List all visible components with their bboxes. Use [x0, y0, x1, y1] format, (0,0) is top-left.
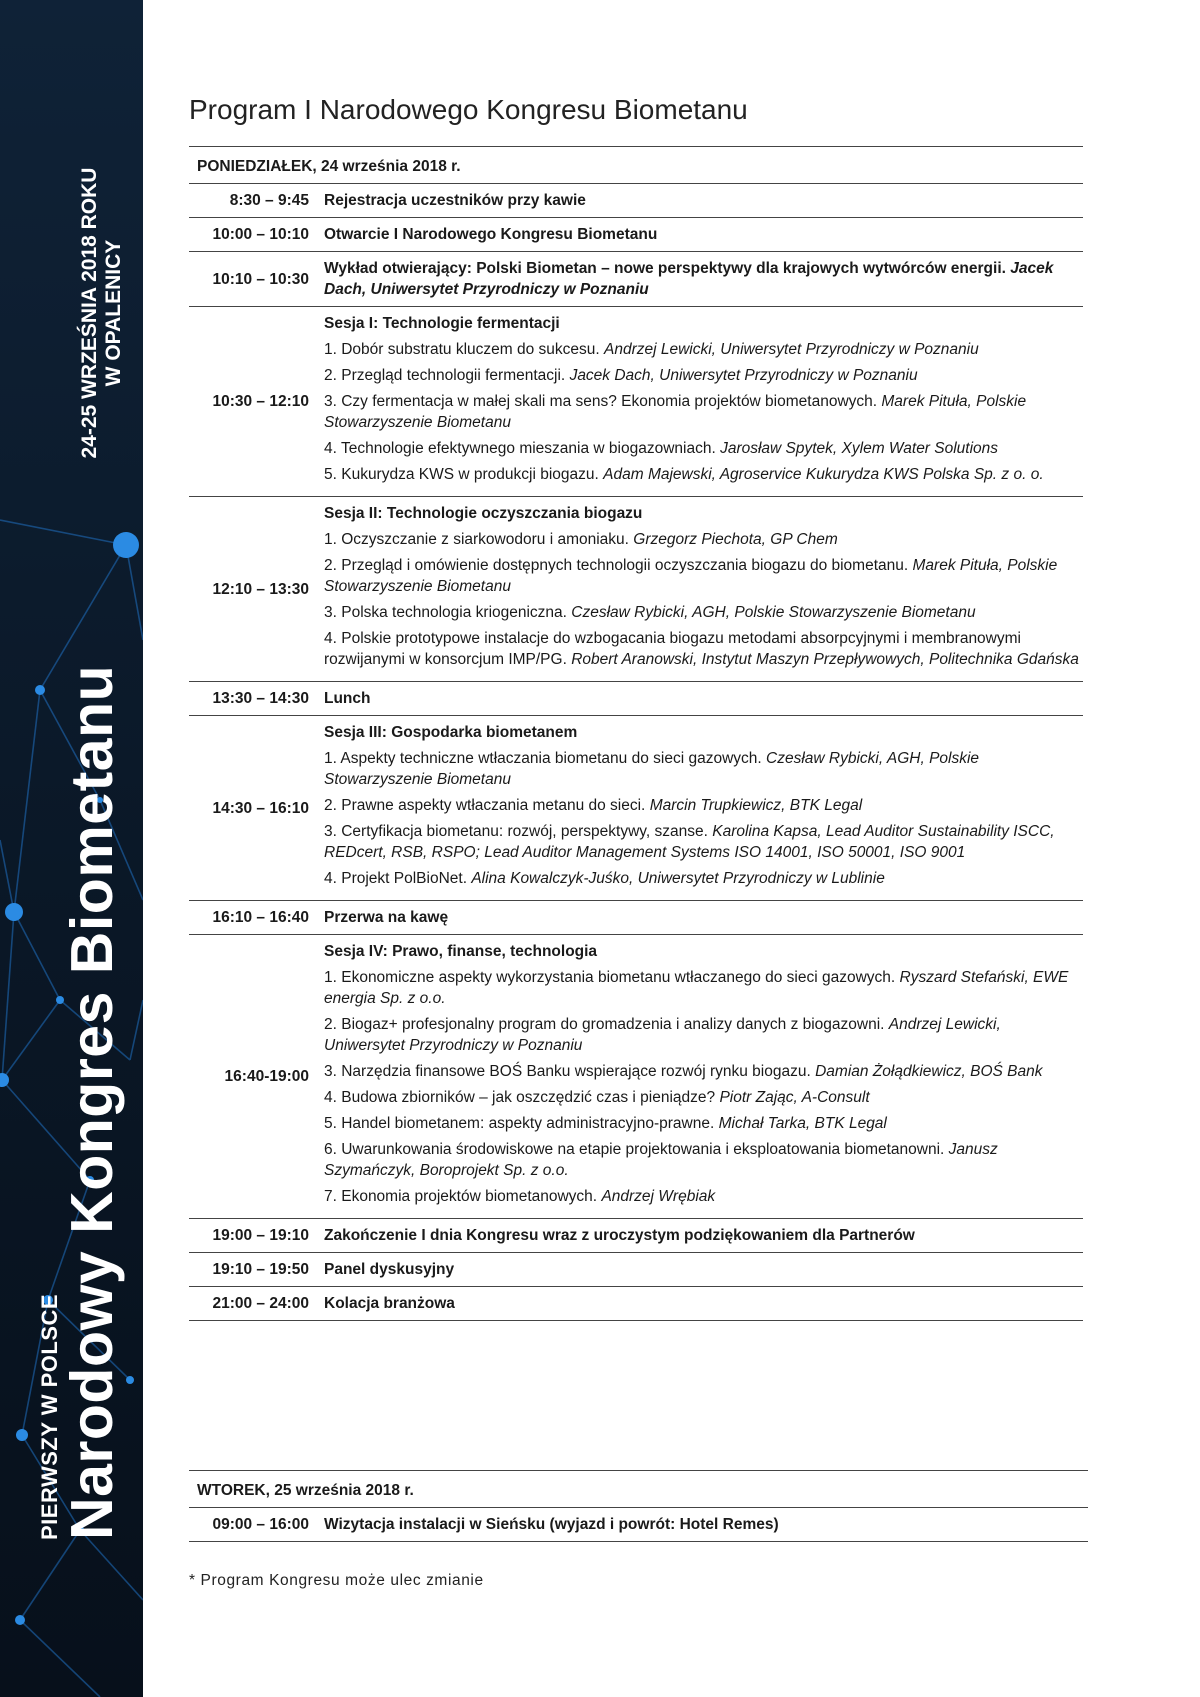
- talk-item: [324, 748, 1083, 790]
- session-title: Sesja II: Technologie oczyszczania biogazu: [324, 505, 643, 522]
- side-banner: [0, 0, 143, 1697]
- talk-speaker: Janusz Szymańczyk, Boroprojekt Sp. z o.o.: [324, 1141, 998, 1179]
- agenda-title: Wykład otwierający: Polski Biometan – nowe perspektywy dla krajowych wytwórców energii.: [324, 260, 1006, 277]
- agenda-title: Lunch: [324, 690, 371, 707]
- schedule-monday: [189, 146, 1083, 1321]
- talk-item: [324, 438, 1083, 459]
- talk-speaker: Andrzej Wrębiak: [601, 1188, 716, 1205]
- talk-title: 1. Dobór substratu kluczem do sukcesu.: [324, 341, 600, 358]
- talk-item: [324, 339, 1083, 360]
- talk-item: [324, 1139, 1083, 1181]
- talk-item: [324, 365, 1083, 386]
- agenda-title: Zakończenie I dnia Kongresu wraz z uroczystym podziękowaniem dla Partnerów: [324, 1227, 915, 1244]
- page-title: Program I Narodowego Kongresu Biometanu: [189, 94, 748, 125]
- talk-title: 5. Kukurydza KWS w produkcji biogazu.: [324, 466, 599, 483]
- talk-title: 3. Polska technologia kriogeniczna.: [324, 604, 567, 621]
- agenda-item: [324, 941, 1083, 1212]
- talk-title: 1. Aspekty techniczne wtłaczania biometanu do sieci gazowych.: [324, 750, 762, 767]
- session-title: Sesja III: Gospodarka biometanem: [324, 724, 578, 741]
- talk-item: [324, 967, 1083, 1009]
- talk-speaker: Piotr Zając, A-Consult: [719, 1089, 870, 1106]
- talk-speaker: Robert Aranowski, Instytut Maszyn Przepływowych, Politechnika Gdańska: [571, 651, 1079, 668]
- talk-title: 4. Technologie efektywnego mieszania w biogazowniach.: [324, 440, 716, 457]
- agenda-title: Wizytacja instalacji w Sieńsku (wyjazd i powrót: Hotel Remes): [324, 1516, 779, 1533]
- talk-title: 1. Oczyszczanie z siarkowodoru i amoniaku.: [324, 531, 629, 548]
- agenda-item: [324, 1259, 1083, 1280]
- talk-item: [324, 868, 1083, 889]
- schedule-row: [189, 715, 1083, 900]
- agenda-item: [324, 688, 1083, 709]
- talk-speaker: Karolina Kapsa, Lead Auditor Sustainability ISCC, REDcert, RSB, RSPO; Lead Auditor Management Systems ISO 14001, ISO 50001, ISO 9001: [324, 823, 1055, 861]
- schedule-row: [189, 1218, 1083, 1252]
- talk-title: 3. Czy fermentacja w małej skali ma sens? Ekonomia projektów biometanowych.: [324, 393, 878, 410]
- event-date-location: [78, 138, 126, 488]
- day-header-tuesday: WTOREK, 25 września 2018 r.: [189, 1470, 1088, 1507]
- schedule-row: [189, 1507, 1088, 1542]
- talk-speaker: Jacek Dach, Uniwersytet Przyrodniczy w Poznaniu: [569, 367, 918, 384]
- talk-title: 1. Ekonomiczne aspekty wykorzystania biometanu wtłaczanego do sieci gazowych.: [324, 969, 896, 986]
- time-slot: 16:10 – 16:40: [212, 909, 309, 926]
- schedule-row: [189, 900, 1083, 934]
- talk-item: [324, 602, 1083, 623]
- agenda-title: Otwarcie I Narodowego Kongresu Biometanu: [324, 226, 658, 243]
- agenda-item: [324, 224, 1083, 245]
- schedule-row: [189, 217, 1083, 251]
- talk-item: [324, 821, 1083, 863]
- schedule-row: [189, 251, 1083, 306]
- session-title: Sesja I: Technologie fermentacji: [324, 315, 560, 332]
- agenda-item: [324, 190, 1083, 211]
- talk-item: [324, 555, 1083, 597]
- time-slot: 19:10 – 19:50: [212, 1261, 309, 1278]
- talk-item: [324, 795, 1083, 816]
- congress-tagline: PIERWSZY W POLSCE: [37, 1293, 62, 1540]
- agenda-item: [324, 1514, 1088, 1535]
- time-slot: 10:00 – 10:10: [212, 226, 309, 243]
- talk-speaker: Andrzej Lewicki, Uniwersytet Przyrodniczy w Poznaniu: [324, 1016, 1001, 1054]
- agenda-item: [324, 722, 1083, 894]
- talk-speaker: Marek Pituła, Polskie Stowarzyszenie Biometanu: [324, 393, 1027, 431]
- agenda-item: [324, 1225, 1083, 1246]
- schedule-row: [189, 681, 1083, 715]
- talk-title: 3. Narzędzia finansowe BOŚ Banku wspierające rozwój rynku biogazu.: [324, 1063, 811, 1080]
- time-slot: 16:40-19:00: [224, 1068, 309, 1085]
- talk-speaker: Andrzej Lewicki, Uniwersytet Przyrodniczy w Poznaniu: [604, 341, 979, 358]
- talk-speaker: Jarosław Spytek, Xylem Water Solutions: [720, 440, 999, 457]
- talk-title: 2. Prawne aspekty wtłaczania metanu do sieci.: [324, 797, 646, 814]
- talk-item: [324, 464, 1083, 485]
- schedule-row: [189, 1286, 1083, 1321]
- time-slot: 12:10 – 13:30: [212, 580, 309, 598]
- talk-speaker: Damian Żołądkiewicz, BOŚ Bank: [815, 1063, 1043, 1080]
- time-slot: 8:30 – 9:45: [229, 192, 309, 209]
- event-date: 24-25 WRZEŚNIA 2018 ROKU: [78, 167, 101, 459]
- talk-speaker: Michał Tarka, BTK Legal: [718, 1115, 887, 1132]
- agenda-title: Przerwa na kawę: [324, 909, 449, 926]
- footnote: * Program Kongresu może ulec zmianie: [189, 1572, 484, 1589]
- talk-speaker: Grzegorz Piechota, GP Chem: [633, 531, 838, 548]
- schedule-row: [189, 1252, 1083, 1286]
- congress-name: Narodowy Kongres Biometanu: [59, 664, 125, 1540]
- talk-title: 2. Przegląd technologii fermentacji.: [324, 367, 566, 384]
- talk-title: 7. Ekonomia projektów biometanowych.: [324, 1188, 598, 1205]
- talk-speaker: Marek Pituła, Polskie Stowarzyszenie Biometanu: [324, 557, 1058, 595]
- time-slot: 10:30 – 12:10: [212, 393, 309, 410]
- agenda-title: Rejestracja uczestników przy kawie: [324, 192, 586, 209]
- time-slot: 10:10 – 10:30: [212, 270, 309, 288]
- day-header-monday: PONIEDZIAŁEK, 24 września 2018 r.: [189, 146, 1083, 183]
- time-slot: 19:00 – 19:10: [212, 1227, 309, 1244]
- talk-title: 5. Handel biometanem: aspekty administracyjno-prawne.: [324, 1115, 715, 1132]
- talk-item: [324, 628, 1083, 670]
- agenda-speaker: Jacek Dach, Uniwersytet Przyrodniczy w Poznaniu: [324, 260, 1054, 298]
- talk-speaker: Czesław Rybicki, AGH, Polskie Stowarzyszenie Biometanu: [571, 604, 976, 621]
- agenda-item: [324, 1293, 1083, 1314]
- talk-item: [324, 1087, 1083, 1108]
- schedule-row: [189, 306, 1083, 496]
- talk-speaker: Adam Majewski, Agroservice Kukurydza KWS Polska Sp. z o. o.: [603, 466, 1044, 483]
- time-slot: 21:00 – 24:00: [212, 1295, 309, 1312]
- agenda-title: Kolacja branżowa: [324, 1295, 455, 1312]
- agenda-item: [324, 258, 1083, 300]
- talk-item: [324, 1014, 1083, 1056]
- talk-item: [324, 391, 1083, 433]
- talk-item: [324, 1061, 1083, 1082]
- talk-speaker: Marcin Trupkiewicz, BTK Legal: [649, 797, 863, 814]
- talk-item: [324, 1113, 1083, 1134]
- talk-title: 4. Projekt PolBioNet.: [324, 870, 468, 887]
- event-location: W OPALENICY: [102, 239, 125, 387]
- talk-item: [324, 1186, 1083, 1207]
- talk-title: 4. Polskie prototypowe instalacje do wzbogacania biogazu metodami absorpcyjnymi i membranowymi rozwijanymi w konsorcjum IMP/PG.: [324, 630, 1021, 668]
- talk-title: 3. Certyfikacja biometanu: rozwój, perspektywy, szanse.: [324, 823, 708, 840]
- time-slot: 14:30 – 16:10: [212, 799, 309, 817]
- time-slot: 13:30 – 14:30: [212, 690, 309, 707]
- agenda-item: [324, 907, 1083, 928]
- talk-title: 6. Uwarunkowania środowiskowe na etapie projektowania i eksploatowania biometanowni.: [324, 1141, 945, 1158]
- schedule-row: [189, 183, 1083, 217]
- schedule-row: [189, 496, 1083, 681]
- session-title: Sesja IV: Prawo, finanse, technologia: [324, 943, 598, 960]
- talk-title: 2. Biogaz+ profesjonalny program do gromadzenia i analizy danych z biogazowni.: [324, 1016, 885, 1033]
- agenda-item: [324, 313, 1083, 490]
- talk-speaker: Czesław Rybicki, AGH, Polskie Stowarzyszenie Biometanu: [324, 750, 980, 788]
- schedule-row: [189, 934, 1083, 1218]
- agenda-item: [324, 503, 1083, 675]
- talk-speaker: Alina Kowalczyk-Juśko, Uniwersytet Przyrodniczy w Lublinie: [471, 870, 885, 887]
- schedule-tuesday: [189, 1470, 1088, 1542]
- talk-speaker: Ryszard Stefański, EWE energia Sp. z o.o.: [324, 969, 1069, 1007]
- talk-item: [324, 529, 1083, 550]
- talk-title: 4. Budowa zbiorników – jak oszczędzić czas i pieniądze?: [324, 1089, 716, 1106]
- talk-title: 2. Przegląd i omówienie dostępnych technologii oczyszczania biogazu do biometanu.: [324, 557, 909, 574]
- time-slot: 09:00 – 16:00: [212, 1516, 309, 1533]
- agenda-title: Panel dyskusyjny: [324, 1261, 455, 1278]
